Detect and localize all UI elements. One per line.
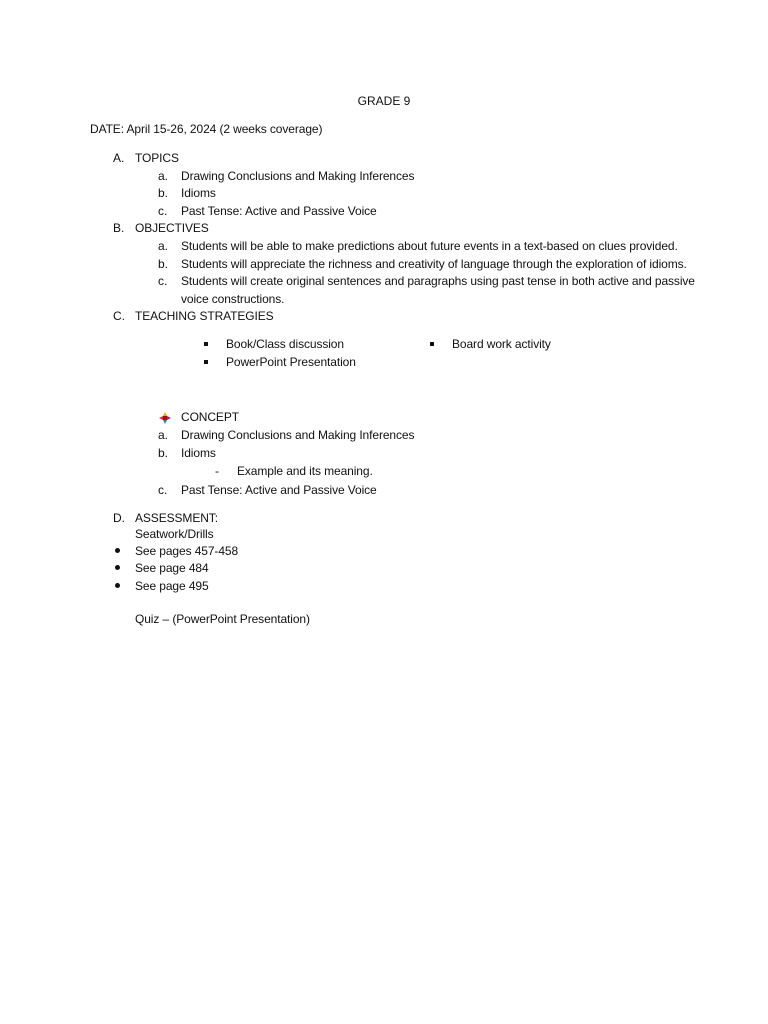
section-heading-assessment: ASSESSMENT: [135, 511, 218, 525]
concept-item-a: Drawing Conclusions and Making Inferences [181, 428, 415, 442]
assessment-subheading: Seatwork/Drills [135, 527, 214, 541]
section-heading-teaching-strategies: TEACHING STRATEGIES [135, 309, 274, 323]
round-bullet-icon [115, 565, 120, 570]
four-point-arrow-icon [159, 412, 171, 424]
concept-marker-c: c. [158, 483, 168, 497]
strategy-item: Book/Class discussion [226, 337, 344, 351]
topic-marker-b: b. [158, 186, 169, 200]
square-bullet-icon [204, 360, 208, 364]
objective-marker-b: b. [158, 257, 169, 271]
topic-item-a: Drawing Conclusions and Making Inferences [181, 169, 415, 183]
section-heading-topics: TOPICS [135, 151, 179, 165]
concept-sub-item: Example and its meaning. [237, 464, 373, 478]
section-marker-assessment: D. [113, 511, 125, 525]
strategy-item: Board work activity [452, 337, 551, 351]
square-bullet-icon [204, 342, 208, 346]
topic-marker-a: a. [158, 169, 169, 183]
section-marker-teaching-strategies: C. [113, 309, 125, 323]
objective-marker-a: a. [158, 239, 169, 253]
section-marker-topics: A. [113, 151, 125, 165]
page-title: GRADE 9 [357, 94, 411, 108]
concept-marker-a: a. [158, 428, 169, 442]
square-bullet-icon [430, 342, 434, 346]
topic-marker-c: c. [158, 204, 168, 218]
date-line: DATE: April 15-26, 2024 (2 weeks coverage) [90, 122, 323, 136]
objective-item-c-continuation: voice constructions. [181, 292, 285, 306]
objective-marker-c: c. [158, 274, 168, 288]
objective-item-b: Students will appreciate the richness and creativity of language through the exploration of idioms. [181, 257, 687, 271]
objective-item-c: Students will create original sentences and paragraphs using past tense in both active and passive [181, 274, 695, 288]
concept-marker-b: b. [158, 446, 169, 460]
section-heading-objectives: OBJECTIVES [135, 221, 209, 235]
topic-item-c: Past Tense: Active and Passive Voice [181, 204, 377, 218]
section-marker-objectives: B. [113, 221, 125, 235]
assessment-item: See pages 457-458 [135, 544, 239, 558]
assessment-quiz: Quiz – (PowerPoint Presentation) [135, 612, 310, 626]
round-bullet-icon [115, 548, 120, 553]
assessment-item: See page 495 [135, 579, 209, 593]
concept-item-b: Idioms [181, 446, 216, 460]
topic-item-b: Idioms [181, 186, 216, 200]
concept-sub-marker: - [215, 464, 219, 478]
concept-item-c: Past Tense: Active and Passive Voice [181, 483, 377, 497]
objective-item-a: Students will be able to make predictions about future events in a text-based on clues provided. [181, 239, 678, 253]
concept-heading: CONCEPT [181, 410, 239, 424]
assessment-item: See page 484 [135, 561, 209, 575]
strategy-item: PowerPoint Presentation [226, 355, 356, 369]
round-bullet-icon [115, 583, 120, 588]
